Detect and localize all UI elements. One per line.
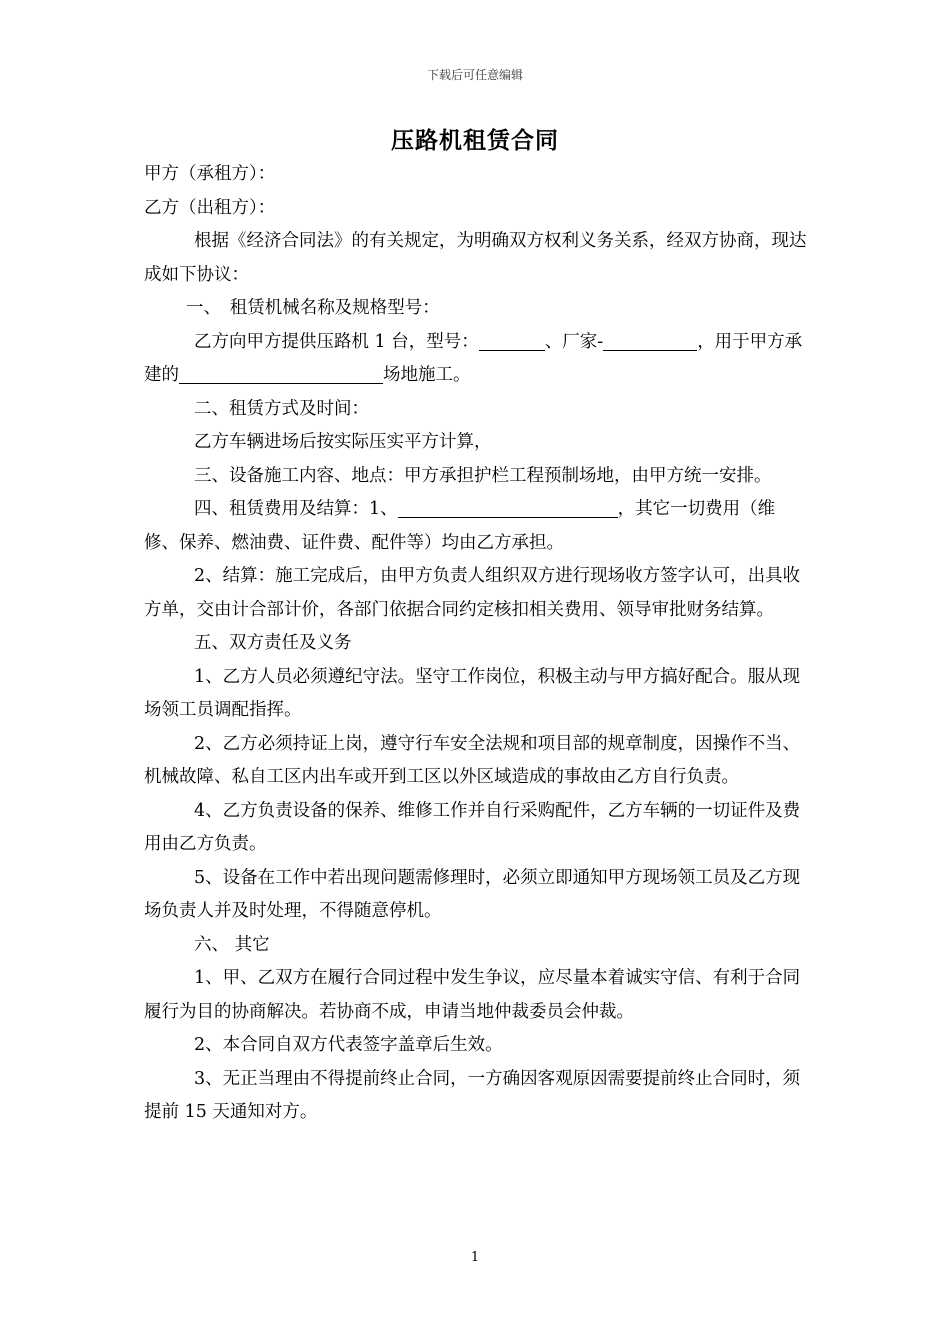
section-3-text: 三、设备施工内容、地点：甲方承担护栏工程预制场地，由甲方统一安排。 — [194, 465, 772, 486]
s4-text-a: 四、租赁费用及结算：1、 — [194, 499, 398, 519]
fee-blank — [398, 497, 618, 518]
section-4-item-2: 2、结算：施工完成后，由甲方负责人组织双方进行现场收方签字认可，出具收方单，交由计合部计价，各部门依据合同约定核扣相关费用、领导审批财务结算。 — [144, 566, 801, 620]
s4-text-b: ，其它一切费用（维修、保养、燃油费、证件费、配件等）均由乙方承担。 — [144, 499, 776, 553]
project-blank — [179, 363, 383, 384]
section-6-heading: 六、 其它 — [194, 934, 270, 955]
section-1-text — [144, 326, 810, 393]
section-5-item-4: 4、乙方负责设备的保养、维修工作并自行采购配件，乙方车辆的一切证件及费用由乙方负责。 — [144, 800, 801, 854]
section-5-item-2: 2、乙方必须持证上岗，遵守行车安全法规和项目部的规章制度，因操作不当、机械故障、私自工区内出车或开到工区以外区域造成的事故由乙方自行负责。 — [144, 733, 801, 787]
section-1-heading: 一、 租赁机械名称及规格型号： — [186, 298, 440, 318]
section-5-item-1: 1、乙方人员必须遵纪守法。坚守工作岗位，积极主动与甲方搞好配合。服从现场领工员调配指挥。 — [144, 666, 801, 720]
section-5-item-5: 5、设备在工作中若出现问题需修理时，必须立即通知甲方现场领工员及乙方现场负责人并及时处理，不得随意停机。 — [144, 867, 801, 921]
party-a-line: 甲方（承租方）： — [144, 164, 276, 184]
section-4-text — [144, 493, 810, 560]
section-6-item-3: 3、无正当理由不得提前终止合同，一方确因客观原因需要提前终止合同时，须提前 15 天通知对方。 — [144, 1068, 801, 1122]
section-6-item-1: 1、甲、乙双方在履行合同过程中发生争议，应尽量本着诚实守信、有利于合同履行为目的协商解决。若协商不成，申请当地仲裁委员会仲裁。 — [144, 968, 801, 1022]
party-b-line: 乙方（出租方）： — [144, 197, 276, 218]
header-note: 下载后可任意编辑 — [426, 68, 523, 82]
manufacturer-blank — [603, 330, 697, 351]
contract-body — [144, 158, 810, 1130]
section-2-text: 乙方车辆进场后按实际压实平方计算， — [194, 432, 492, 452]
intro-paragraph: 根据《经济合同法》的有关规定，为明确双方权利义务关系，经双方协商，现达成如下协议： — [144, 231, 807, 285]
s1-text-b: 、厂家- — [544, 331, 604, 352]
section-2-heading: 二、租赁方式及时间： — [194, 398, 369, 419]
section-5-heading: 五、双方责任及义务 — [194, 633, 352, 653]
s1-text-c: ，用于甲方承建的 — [144, 331, 803, 385]
s1-text-d: 场地施工。 — [383, 365, 471, 385]
s1-text-a: 乙方向甲方提供压路机 1 台，型号： — [194, 331, 479, 352]
page-number: 1 — [470, 1250, 480, 1265]
document-title: 压路机租赁合同 — [391, 127, 559, 154]
section-6-item-2: 2、本合同自双方代表签字盖章后生效。 — [194, 1035, 503, 1055]
model-blank — [479, 330, 545, 351]
